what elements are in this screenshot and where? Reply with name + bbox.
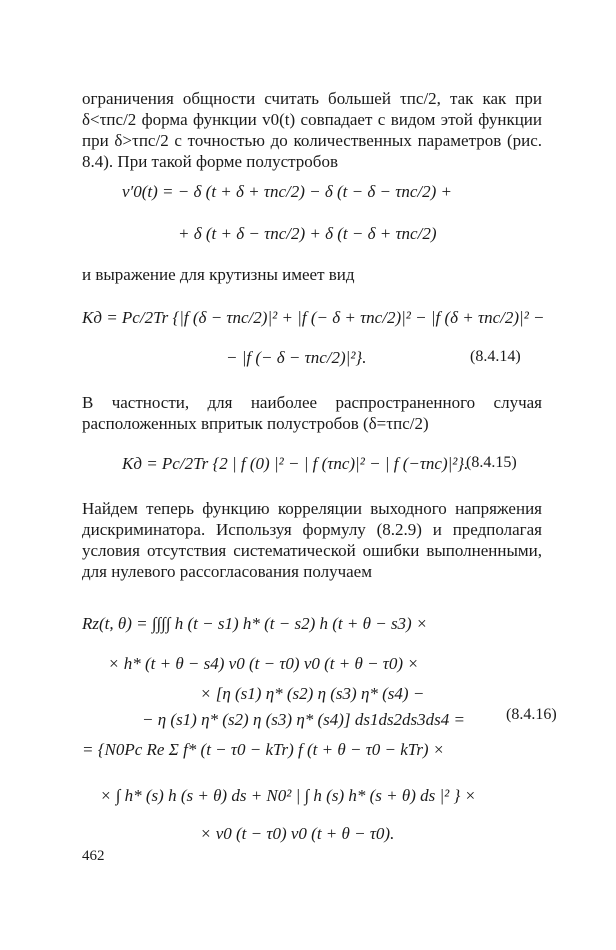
- equation-v-line2: + δ (t + δ − τпс/2) + δ (t − δ + τпс/2): [178, 224, 437, 243]
- equation-8-4-14-line2: − |f (− δ − τпс/2)|²}.: [226, 348, 367, 367]
- equation-8-4-16-line6: × ∫ h* (s) h (s + θ) ds + N0² | ∫ h (s) h* (s + θ) ds |² } ×: [100, 786, 477, 805]
- equation-8-4-14-line1: Kд = Pс/2Tr {|f (δ − τпс/2)|² + |f (− δ + τпс/2)|² − |f (δ + τпс/2)|² −: [82, 308, 545, 327]
- equation-8-4-16-line7: × v0 (t − τ0) v0 (t + θ − τ0).: [200, 824, 395, 843]
- equation-8-4-15-number: (8.4.15): [466, 454, 517, 471]
- equation-8-4-16-line1: Rz(t, θ) = ∫∫∫∫ h (t − s1) h* (t − s2) h (t + θ − s3) ×: [82, 614, 428, 633]
- equation-8-4-14-number: (8.4.14): [470, 348, 521, 365]
- equation-8-4-16-line2: × h* (t + θ − s4) v0 (t − τ0) v0 (t + θ − τ0) ×: [108, 654, 419, 673]
- equation-8-4-16-line5: = {N0Pс Re Σ f* (t − τ0 − kTr) f (t + θ − τ0 − kTr) ×: [82, 740, 445, 759]
- page-number: 462: [82, 848, 105, 864]
- equation-8-4-16-number: (8.4.16): [506, 706, 557, 723]
- paragraph-1: ограничения общности считать большей τпс/2, так как при δ<τпс/2 форма функции v0(t) совпадает с видом этой функции при δ>τпс/2 с точностью до количественных параметров (рис. 8.4). При такой форме полустробов: [82, 89, 542, 171]
- equation-8-4-16-line4: − η (s1) η* (s2) η (s3) η* (s4)] ds1ds2ds3ds4 =: [142, 710, 466, 729]
- paragraph-3: В частности, для наиболее распространенного случая расположенных впритык полустробов (δ=τпс/2): [82, 393, 542, 433]
- paragraph-2: и выражение для крутизны имеет вид: [82, 265, 355, 284]
- equation-v-line1: v′0(t) = − δ (t + δ + τпс/2) − δ (t − δ − τпс/2) +: [122, 182, 452, 201]
- equation-8-4-16-line3: × [η (s1) η* (s2) η (s3) η* (s4) −: [200, 684, 425, 703]
- equation-8-4-15: Kд = Pс/2Tr {2 | f (0) |² − | f (τпс)|² − | f (−τпс)|²}.: [122, 454, 469, 473]
- paragraph-4: Найдем теперь функцию корреляции выходного напряжения дискриминатора. Используя формулу (8.2.9) и предполагая условия отсутствия систематической ошибки выполненными, для нулевого рассогласования получаем: [82, 499, 542, 581]
